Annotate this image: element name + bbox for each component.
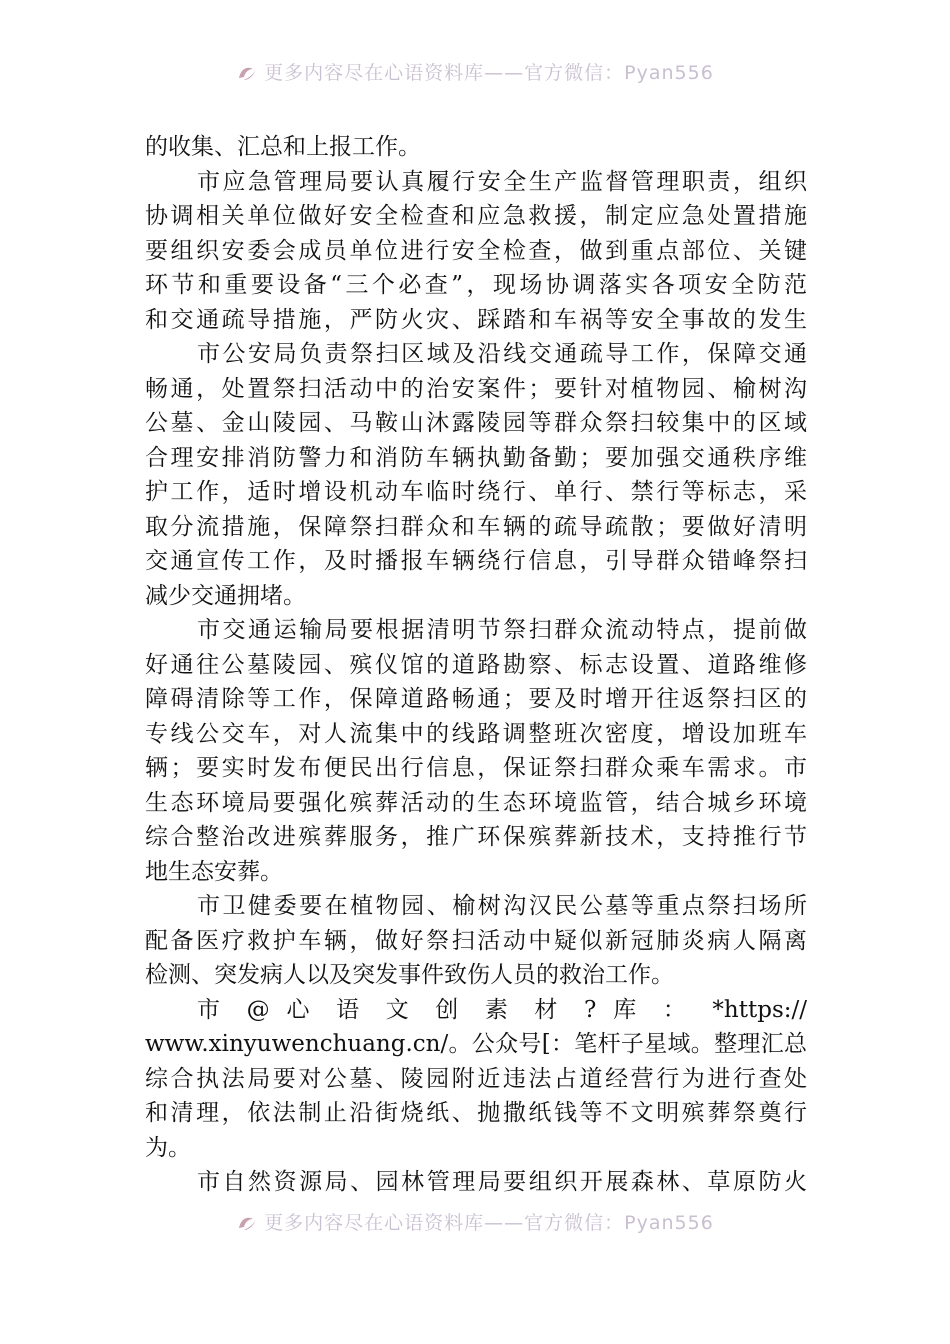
text-line: 地生态安葬。	[145, 858, 283, 885]
footer-watermark	[0, 1208, 950, 1235]
text-line: 好通往公墓陵园、殡仪馆的道路勘察、标志设置、道路维修	[145, 651, 807, 678]
text-line: 交通宣传工作，及时播报车辆绕行信息，引导群众错峰祭扫	[145, 548, 807, 574]
document-body	[145, 130, 807, 1200]
text-line: 取分流措施，保障祭扫群众和车辆的疏导疏散；要做好清明	[145, 513, 807, 540]
text-line: 公墓、金山陵园、马鞍山沐露陵园等群众祭扫较集中的区域	[145, 410, 807, 436]
text-line: 综合整治改进殡葬服务，推广环保殡葬新技术，支持推行节	[145, 824, 807, 850]
text-line: 综合执法局要对公墓、陵园附近违法占道经营行为进行查处	[145, 1065, 807, 1092]
text-line: 配备医疗救护车辆，做好祭扫活动中疑似新冠肺炎病人隔离	[145, 927, 807, 954]
text-line: 减少交通拥堵。	[145, 582, 306, 609]
text-line: 要组织安委会成员单位进行安全检查，做到重点部位、关键	[145, 237, 807, 264]
text-line: 市公安局负责祭扫区域及沿线交通疏导工作，保障交通	[197, 341, 807, 367]
header-watermark	[0, 58, 950, 85]
text-line: 专线公交车，对人流集中的线路调整班次密度，增设加班车	[145, 720, 807, 747]
text-line: 和交通疏导措施，严防火灾、踩踏和车祸等安全事故的发生	[145, 306, 807, 333]
footer-watermark-text: 更多内容尽在心语资料库——官方微信：Pyan556	[264, 1212, 714, 1234]
text-line: 市应急管理局要认真履行安全生产监督管理职责，组织	[197, 168, 807, 195]
text-line: 市交通运输局要根据清明节祭扫群众流动特点，提前做	[197, 617, 807, 643]
header-watermark-text: 更多内容尽在心语资料库——官方微信：Pyan556	[264, 62, 714, 84]
text-line: 市卫健委要在植物园、榆树沟汉民公墓等重点祭扫场所	[197, 893, 807, 919]
text-line: 障碍清除等工作，保障道路畅通；要及时增开往返祭扫区的	[145, 686, 807, 712]
text-line: 生态环境局要强化殡葬活动的生态环境监管，结合城乡环境	[145, 789, 807, 816]
text-line: www.xinyuwenchuang.cn/。公众号[：笔杆子星域。整理汇总	[145, 1031, 807, 1057]
watermark-logo-icon	[236, 62, 258, 84]
watermark-logo-icon	[236, 1212, 258, 1234]
text-line: 市 @ 心 语 文 创 素 材 ? 库 ： *https://	[197, 996, 807, 1023]
text-line: 协调相关单位做好安全检查和应急救援，制定应急处置措施	[145, 203, 807, 229]
text-line: 为。	[145, 1134, 191, 1161]
text-line: 环节和重要设备“三个必查”，现场协调落实各项安全防范	[145, 272, 807, 298]
text-line: 畅通，处置祭扫活动中的治安案件；要针对植物园、榆树沟	[145, 375, 807, 402]
text-line: 辆；要实时发布便民出行信息，保证祭扫群众乘车需求。市	[145, 755, 807, 781]
text-line: 市自然资源局、园林管理局要组织开展森林、草原防火	[197, 1169, 807, 1195]
text-line: 护工作，适时增设机动车临时绕行、单行、禁行等标志，采	[145, 479, 807, 505]
text-line: 合理安排消防警力和消防车辆执勤备勤；要加强交通秩序维	[145, 444, 807, 471]
text-line: 检测、突发病人以及突发事件致伤人员的救治工作。	[145, 962, 674, 988]
text-line: 的收集、汇总和上报工作。	[145, 134, 421, 160]
text-line: 和清理，依法制止沿街烧纸、抛撒纸钱等不文明殡葬祭奠行	[145, 1100, 807, 1126]
